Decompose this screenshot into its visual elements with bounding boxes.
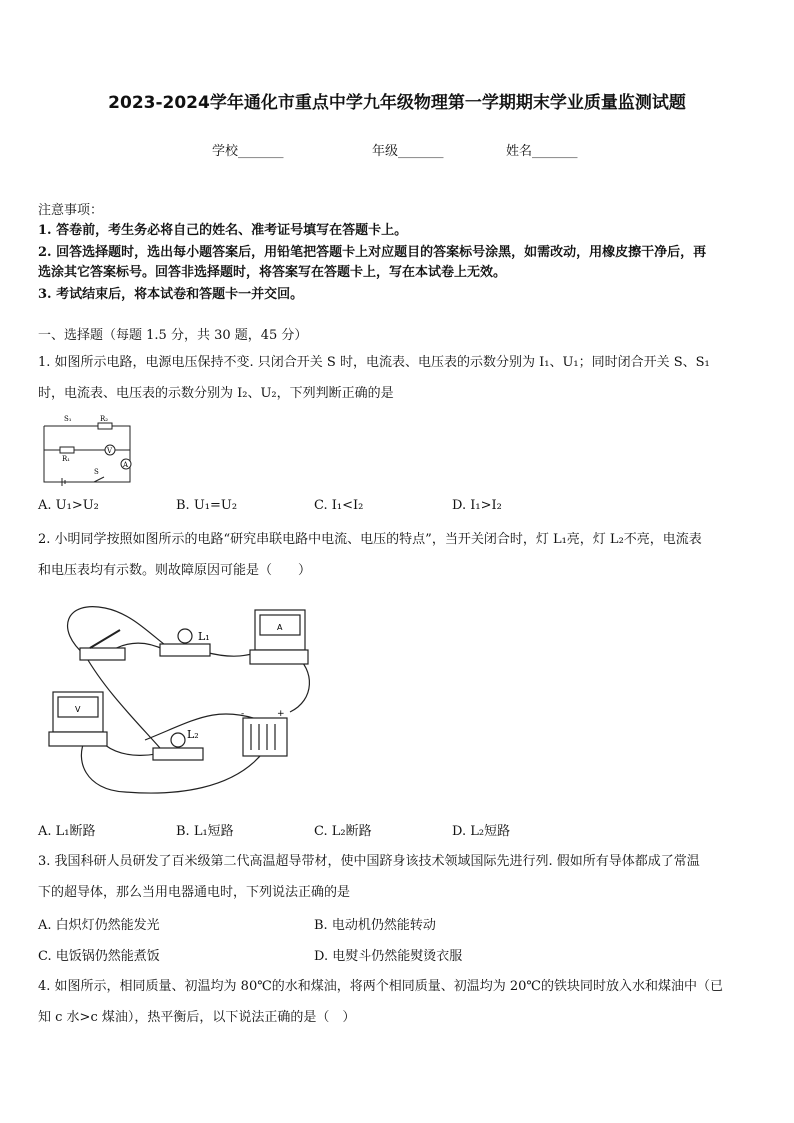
option-b: B. 电动机仍然能转动: [314, 918, 436, 933]
option-d: D. 电熨斗仍然能熨烫衣服: [314, 949, 463, 964]
label-voltmeter: V: [107, 447, 113, 455]
option-c: C. L₂断路: [314, 824, 372, 839]
question-4-line-1: 4. 如图所示，相同质量、初温均为 80℃的水和煤油，将两个相同质量、初温均为 20℃的铁块同时放入水和煤油中（已: [38, 979, 723, 994]
grade-field: 年级_______: [372, 144, 444, 159]
page-title: 2023-2024学年通化市重点中学九年级物理第一学期期末学业质量监测试题: [108, 93, 686, 113]
label-plus: +: [277, 709, 285, 719]
notice-item: 3. 考试结束后，将本试卷和答题卡一并交回。: [38, 287, 304, 302]
label-r1: R₁: [62, 455, 71, 463]
option-b: B. L₁短路: [176, 824, 234, 839]
option-a: A. 白炽灯仍然能发光: [38, 918, 160, 933]
school-field: 学校_______: [212, 144, 284, 159]
option-d: D. L₂短路: [452, 824, 511, 839]
notice-heading: 注意事项：: [38, 203, 104, 218]
label-l1: L₁: [198, 630, 210, 643]
label-minus: -: [241, 709, 245, 719]
label-ammeter: A: [123, 461, 129, 469]
notice-item: 2. 回答选择题时，选出每小题答案后，用铅笔把答题卡上对应题目的答案标号涂黑，如需改动，用橡皮擦干净后，再: [38, 245, 707, 260]
notice-item: 1. 答卷前，考生务必将自己的姓名、准考证号填写在答题卡上。: [38, 223, 408, 238]
option-c: C. 电饭锅仍然能煮饭: [38, 949, 160, 964]
question-1-line-2: 时，电流表、电压表的示数分别为 I₂、U₂，下列判断正确的是: [38, 386, 394, 401]
question-2-line-2: 和电压表均有示数。则故障原因可能是（ ）: [38, 563, 312, 578]
label-l2: L₂: [187, 728, 199, 741]
question-3-line-1: 3. 我国科研人员研发了百米级第二代高温超导带材，使中国跻身该技术领域国际先进行列. 假如所有导体都成了常温: [38, 854, 700, 869]
option-a: A. U₁>U₂: [38, 498, 99, 513]
question-1-line-1: 1. 如图所示电路，电源电压保持不变. 只闭合开关 S 时，电流表、电压表的示数分别为 I₁、U₁；同时闭合开关 S、S₁: [38, 355, 710, 370]
option-d: D. I₁>I₂: [452, 498, 502, 513]
question-4-line-2: 知 c 水>c 煤油），热平衡后，以下说法正确的是（ ）: [38, 1010, 356, 1025]
option-c: C. I₁<I₂: [314, 498, 364, 513]
circuit-diagram-2: [45, 600, 315, 812]
question-2-line-1: 2. 小明同学按照如图所示的电路“研究串联电路中电流、电压的特点”，当开关闭合时，灯 L₁亮，灯 L₂不亮，电流表: [38, 532, 702, 547]
label-s: S: [94, 468, 99, 476]
question-3-line-2: 下的超导体，那么当用电器通电时，下列说法正确的是: [38, 885, 351, 900]
section-heading: 一、选择题（每题 1.5 分，共 30 题，45 分）: [38, 328, 308, 343]
option-a: A. L₁断路: [38, 824, 96, 839]
circuit-diagram-1: [38, 412, 138, 487]
label-ammeter: A: [277, 623, 283, 632]
label-r2: R₂: [100, 415, 109, 423]
option-b: B. U₁=U₂: [176, 498, 238, 513]
notice-item: 选涂其它答案标号。回答非选择题时，将答案写在答题卡上，写在本试卷上无效。: [38, 265, 507, 280]
name-field: 姓名_______: [506, 144, 578, 159]
label-s1: S₁: [64, 415, 72, 423]
label-voltmeter: V: [75, 705, 81, 714]
